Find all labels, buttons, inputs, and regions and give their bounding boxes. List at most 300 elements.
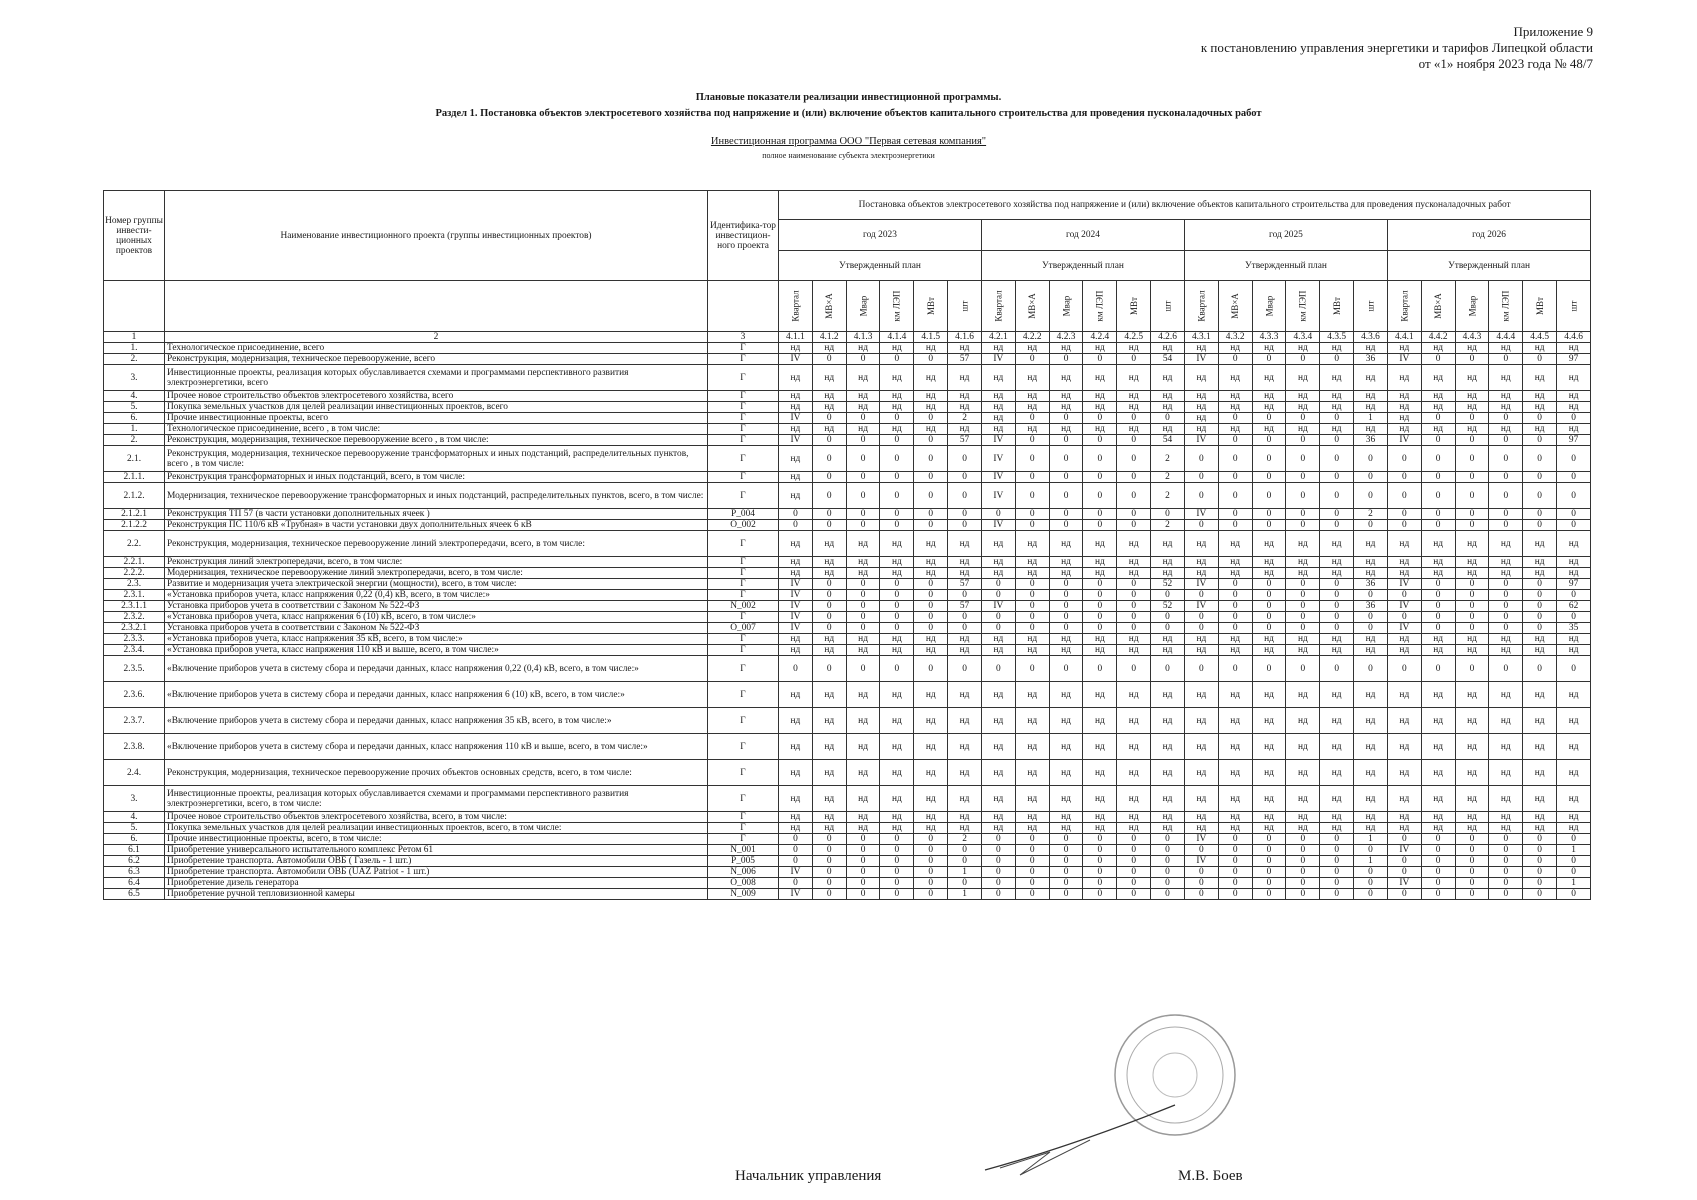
row-value: нд <box>1523 343 1557 354</box>
row-value: нд <box>812 391 846 402</box>
appendix-line3: от «1» ноября 2023 года № 48/7 <box>1418 56 1593 71</box>
row-value: 0 <box>1049 612 1083 623</box>
row-value: нд <box>1218 568 1252 579</box>
row-value: нд <box>948 391 982 402</box>
row-value: нд <box>948 812 982 823</box>
row-value: нд <box>1049 645 1083 656</box>
table-row <box>104 557 1591 568</box>
row-value: нд <box>1286 760 1320 786</box>
row-value: нд <box>1083 634 1117 645</box>
row-value: 0 <box>1015 867 1049 878</box>
row-value: нд <box>1252 812 1286 823</box>
column-index: 4.1.6 <box>948 332 982 343</box>
row-value: нд <box>1557 734 1591 760</box>
row-identifier: Г <box>708 634 779 645</box>
column-index: 4.3.6 <box>1354 332 1388 343</box>
row-value: 0 <box>779 878 813 889</box>
row-value: 0 <box>1523 867 1557 878</box>
row-value: нд <box>1049 391 1083 402</box>
row-value: 0 <box>914 845 948 856</box>
row-value: 0 <box>1015 579 1049 590</box>
signatory-position: Начальник управления <box>735 1168 882 1184</box>
row-name: Установка приборов учета в соответствии с Законом № 522-ФЗ <box>165 623 708 634</box>
row-number: 2.1.2.2 <box>104 520 165 531</box>
row-value: 0 <box>914 889 948 900</box>
row-value: 0 <box>1184 446 1218 472</box>
row-value: нд <box>1455 708 1489 734</box>
row-value: 0 <box>846 509 880 520</box>
row-value: нд <box>880 786 914 812</box>
row-identifier: N_002 <box>708 601 779 612</box>
row-value: 0 <box>1557 867 1591 878</box>
row-value: 0 <box>1083 834 1117 845</box>
row-identifier: Г <box>708 435 779 446</box>
row-value: нд <box>1117 391 1151 402</box>
row-value: 0 <box>1184 590 1218 601</box>
row-value: нд <box>914 343 948 354</box>
row-value: нд <box>1184 343 1218 354</box>
row-value: нд <box>1083 424 1117 435</box>
row-value: 0 <box>1455 483 1489 509</box>
row-value: 0 <box>880 472 914 483</box>
row-value: нд <box>1117 531 1151 557</box>
row-value: нд <box>1117 812 1151 823</box>
row-value: нд <box>1320 568 1354 579</box>
row-value: 0 <box>1117 413 1151 424</box>
row-value: нд <box>981 823 1015 834</box>
row-name: Реконструкция трансформаторных и иных подстанций, всего, в том числе: <box>165 472 708 483</box>
row-value: IV <box>1387 878 1421 889</box>
row-value: нд <box>948 634 982 645</box>
row-value: нд <box>981 424 1015 435</box>
row-value: 0 <box>1218 878 1252 889</box>
row-value: 2 <box>1151 520 1185 531</box>
row-value: 0 <box>914 601 948 612</box>
row-value: нд <box>981 402 1015 413</box>
row-value: нд <box>812 760 846 786</box>
row-value: нд <box>1083 760 1117 786</box>
row-value: нд <box>1286 786 1320 812</box>
row-value: нд <box>1421 402 1455 413</box>
row-name: Приобретение транспорта. Автомобили ОВБ ( Газель - 1 шт.) <box>165 856 708 867</box>
row-number: 4. <box>104 812 165 823</box>
header-id: Идентифика-тор инвестицион-ного проекта <box>708 191 779 281</box>
row-value: нд <box>846 786 880 812</box>
row-value: нд <box>1387 682 1421 708</box>
row-value: нд <box>1455 634 1489 645</box>
row-value: нд <box>812 568 846 579</box>
row-value: нд <box>1049 823 1083 834</box>
row-value: нд <box>1523 760 1557 786</box>
row-value: нд <box>1184 786 1218 812</box>
header-unit-label: Мвар <box>1466 295 1477 316</box>
row-value: 0 <box>1218 472 1252 483</box>
row-number: 2. <box>104 435 165 446</box>
row-value: 0 <box>1252 856 1286 867</box>
row-value: нд <box>1387 812 1421 823</box>
row-value: нд <box>1184 708 1218 734</box>
row-value: 0 <box>1489 834 1523 845</box>
row-value: нд <box>1421 424 1455 435</box>
row-value: 0 <box>846 889 880 900</box>
indicators-table <box>103 190 1591 900</box>
row-value: нд <box>1049 365 1083 391</box>
row-value: нд <box>981 812 1015 823</box>
row-value: нд <box>981 734 1015 760</box>
row-value: нд <box>1421 568 1455 579</box>
row-value: нд <box>1117 786 1151 812</box>
row-value: IV <box>1387 354 1421 365</box>
row-value: 0 <box>1049 856 1083 867</box>
row-value: 0 <box>880 612 914 623</box>
row-value: нд <box>880 708 914 734</box>
row-value: 0 <box>1049 472 1083 483</box>
row-value: 0 <box>1421 867 1455 878</box>
row-value: нд <box>948 760 982 786</box>
row-value: 0 <box>1354 845 1388 856</box>
header-unit-label: МВ×А <box>824 292 835 319</box>
row-value: 0 <box>1523 612 1557 623</box>
row-value: нд <box>1252 568 1286 579</box>
row-value: нд <box>1320 634 1354 645</box>
row-value: нд <box>1421 365 1455 391</box>
row-value: 0 <box>981 867 1015 878</box>
row-value: нд <box>846 823 880 834</box>
row-value: 0 <box>1489 878 1523 889</box>
table-row <box>104 590 1591 601</box>
row-value: 0 <box>1252 413 1286 424</box>
row-value: 97 <box>1557 354 1591 365</box>
row-value: нд <box>1015 568 1049 579</box>
row-value: 0 <box>1320 856 1354 867</box>
table-row <box>104 424 1591 435</box>
row-value: 0 <box>880 509 914 520</box>
row-value: нд <box>1557 568 1591 579</box>
row-value: 0 <box>1286 446 1320 472</box>
row-value: 0 <box>812 612 846 623</box>
row-value: нд <box>1523 424 1557 435</box>
row-name: Технологическое присоединение, всего <box>165 343 708 354</box>
row-value: нд <box>1354 708 1388 734</box>
row-value: нд <box>914 812 948 823</box>
column-index-row <box>104 332 1591 343</box>
row-value: нд <box>1252 634 1286 645</box>
column-index: 4.4.1 <box>1387 332 1421 343</box>
row-value: нд <box>1286 645 1320 656</box>
row-value: нд <box>1252 708 1286 734</box>
row-value: нд <box>948 734 982 760</box>
row-value: 2 <box>1151 483 1185 509</box>
row-value: 0 <box>1286 413 1320 424</box>
row-value: 0 <box>880 889 914 900</box>
header-unit <box>1320 281 1354 332</box>
row-name: Модернизация, техническое перевооружение трансформаторных и иных подстанций, распределительных пунктов, всего, в том числе: <box>165 483 708 509</box>
row-value: 0 <box>1557 413 1591 424</box>
row-value: 0 <box>914 435 948 446</box>
row-value: нд <box>1387 365 1421 391</box>
row-value: 0 <box>1151 612 1185 623</box>
row-value: нд <box>880 402 914 413</box>
row-identifier: Г <box>708 354 779 365</box>
row-value: 0 <box>1354 590 1388 601</box>
row-identifier: Г <box>708 343 779 354</box>
row-name: «Установка приборов учета, класс напряжения 110 кВ и выше, всего, в том числе:» <box>165 645 708 656</box>
row-number: 2.3.2.1 <box>104 623 165 634</box>
row-value: 0 <box>1455 590 1489 601</box>
header-unit-label: км ЛЭП <box>1094 290 1105 321</box>
row-value: 0 <box>1252 483 1286 509</box>
row-value: 0 <box>1184 878 1218 889</box>
row-value: 0 <box>1015 889 1049 900</box>
row-value: нд <box>1184 760 1218 786</box>
row-value: IV <box>779 623 813 634</box>
row-value: 0 <box>846 856 880 867</box>
row-value: нд <box>1049 682 1083 708</box>
row-number: 5. <box>104 402 165 413</box>
row-value: нд <box>1421 343 1455 354</box>
appendix-line2: к постановлению управления энергетики и тарифов Липецкой области <box>1200 40 1593 55</box>
row-value: 0 <box>1489 579 1523 590</box>
row-value: нд <box>1523 402 1557 413</box>
row-value: 0 <box>1489 435 1523 446</box>
row-value: нд <box>1523 734 1557 760</box>
row-value: 0 <box>1049 601 1083 612</box>
row-identifier: Г <box>708 612 779 623</box>
row-value: нд <box>1354 365 1388 391</box>
row-value: нд <box>1387 823 1421 834</box>
row-value: 0 <box>1083 867 1117 878</box>
row-value: нд <box>1252 531 1286 557</box>
row-value: нд <box>1354 402 1388 413</box>
header-unit-label: Квартал <box>1196 289 1207 322</box>
row-name: «Включение приборов учета в систему сбора и передачи данных, класс напряжения 6 (10) кВ, всего, в том числе:» <box>165 682 708 708</box>
header-unit <box>846 281 880 332</box>
row-value: 0 <box>812 590 846 601</box>
row-value: 0 <box>1083 878 1117 889</box>
row-value: нд <box>1083 645 1117 656</box>
row-value: нд <box>1523 391 1557 402</box>
row-value: нд <box>779 365 813 391</box>
row-value: 0 <box>846 845 880 856</box>
row-value: 0 <box>812 834 846 845</box>
row-value: 0 <box>1117 878 1151 889</box>
row-value: 0 <box>948 472 982 483</box>
row-value: 0 <box>1354 889 1388 900</box>
row-value: 0 <box>1354 612 1388 623</box>
row-value: 0 <box>1083 520 1117 531</box>
row-value: 0 <box>1421 889 1455 900</box>
row-value: IV <box>1184 601 1218 612</box>
row-value: 0 <box>812 483 846 509</box>
row-value: нд <box>1387 734 1421 760</box>
row-value: нд <box>812 734 846 760</box>
header-unit-label: км ЛЭП <box>1297 290 1308 321</box>
row-value: IV <box>981 520 1015 531</box>
row-value: 0 <box>1049 579 1083 590</box>
units-row <box>104 281 1591 332</box>
row-name: Реконструкция, модернизация, техническое перевооружение прочих объектов основных средств, всего, в том числе: <box>165 760 708 786</box>
table-row <box>104 579 1591 590</box>
row-value: 0 <box>779 856 813 867</box>
column-index: 3 <box>708 332 779 343</box>
row-value: нд <box>1083 682 1117 708</box>
table-row <box>104 446 1591 472</box>
row-value: 0 <box>1049 354 1083 365</box>
row-value: нд <box>1049 634 1083 645</box>
row-value: нд <box>1184 557 1218 568</box>
table-body <box>104 343 1591 900</box>
row-value: нд <box>1387 708 1421 734</box>
row-value: 0 <box>812 623 846 634</box>
row-value: 0 <box>1320 834 1354 845</box>
row-name: Реконструкция ТП 57 (в части установки дополнительных ячеек ) <box>165 509 708 520</box>
header-unit-label: Мвар <box>1061 295 1072 316</box>
row-value: нд <box>914 682 948 708</box>
row-value: 0 <box>880 446 914 472</box>
row-value: нд <box>779 343 813 354</box>
row-value: нд <box>880 557 914 568</box>
row-value: 0 <box>1354 656 1388 682</box>
row-value: нд <box>1049 402 1083 413</box>
row-value: 0 <box>1557 446 1591 472</box>
header-unit <box>1218 281 1252 332</box>
row-value: 0 <box>981 623 1015 634</box>
row-value: нд <box>1151 531 1185 557</box>
row-value: 0 <box>1523 520 1557 531</box>
header-year-2024: год 2024 <box>981 220 1184 251</box>
row-value: нд <box>880 343 914 354</box>
header-unit <box>1387 281 1421 332</box>
header-name: Наименование инвестиционного проекта (группы инвестиционных проектов) <box>165 191 708 281</box>
row-value: нд <box>948 823 982 834</box>
row-value: нд <box>1354 734 1388 760</box>
row-value: нд <box>812 682 846 708</box>
row-value: нд <box>1184 682 1218 708</box>
row-value: нд <box>1151 760 1185 786</box>
row-value: нд <box>1387 424 1421 435</box>
row-value: 0 <box>1117 579 1151 590</box>
row-value: 0 <box>1489 889 1523 900</box>
header-unit-label: МВт <box>1534 296 1545 315</box>
row-value: нд <box>1252 645 1286 656</box>
row-value: нд <box>914 634 948 645</box>
header-blank <box>165 281 708 332</box>
row-identifier: Г <box>708 708 779 734</box>
row-value: 0 <box>1117 612 1151 623</box>
row-value: IV <box>1184 834 1218 845</box>
row-value: нд <box>1489 343 1523 354</box>
row-value: нд <box>812 634 846 645</box>
row-value: 0 <box>1320 601 1354 612</box>
header-year-2023: год 2023 <box>779 220 982 251</box>
table-row <box>104 623 1591 634</box>
row-value: 0 <box>1354 623 1388 634</box>
row-value: 0 <box>1218 520 1252 531</box>
row-value: нд <box>1523 682 1557 708</box>
row-value: 0 <box>1117 472 1151 483</box>
table-row <box>104 343 1591 354</box>
row-value: нд <box>880 760 914 786</box>
row-identifier: O_008 <box>708 878 779 889</box>
row-number: 4. <box>104 391 165 402</box>
row-value: IV <box>981 483 1015 509</box>
row-value: 0 <box>1523 446 1557 472</box>
row-value: 0 <box>812 520 846 531</box>
row-value: нд <box>1083 823 1117 834</box>
row-value: нд <box>1320 812 1354 823</box>
row-value: нд <box>1151 734 1185 760</box>
row-value: 57 <box>948 435 982 446</box>
column-index: 4.3.5 <box>1320 332 1354 343</box>
row-value: нд <box>1455 557 1489 568</box>
row-value: нд <box>1015 760 1049 786</box>
row-value: нд <box>1557 391 1591 402</box>
row-value: нд <box>812 365 846 391</box>
row-value: нд <box>1049 343 1083 354</box>
row-number: 2.3.1.1 <box>104 601 165 612</box>
row-value: 62 <box>1557 601 1591 612</box>
row-value: нд <box>1320 424 1354 435</box>
row-value: 0 <box>1218 446 1252 472</box>
row-value: 36 <box>1354 435 1388 446</box>
column-index: 4.1.4 <box>880 332 914 343</box>
row-value: 0 <box>1151 509 1185 520</box>
program-name: Инвестиционная программа ООО "Первая сетевая компания" <box>710 136 987 147</box>
row-number: 6.1 <box>104 845 165 856</box>
row-value: нд <box>1151 823 1185 834</box>
row-value: 0 <box>1320 435 1354 446</box>
row-value: нд <box>1557 823 1591 834</box>
row-value: 0 <box>1557 612 1591 623</box>
row-value: 0 <box>1455 856 1489 867</box>
row-value: 0 <box>914 509 948 520</box>
row-value: 0 <box>846 446 880 472</box>
row-value: нд <box>1083 365 1117 391</box>
row-value: нд <box>779 812 813 823</box>
row-value: нд <box>1557 760 1591 786</box>
row-value: 0 <box>1049 483 1083 509</box>
row-value: 0 <box>812 446 846 472</box>
row-value: нд <box>1184 645 1218 656</box>
row-identifier: Г <box>708 734 779 760</box>
row-value: 0 <box>981 656 1015 682</box>
row-value: 1 <box>948 867 982 878</box>
row-value: 0 <box>1252 834 1286 845</box>
row-value: 0 <box>1184 656 1218 682</box>
row-value: нд <box>948 557 982 568</box>
row-name: Прочее новое строительство объектов электросетевого хозяйства, всего <box>165 391 708 402</box>
row-value: 0 <box>1117 354 1151 365</box>
row-value: нд <box>1320 343 1354 354</box>
row-value: нд <box>880 391 914 402</box>
row-value: 0 <box>1117 509 1151 520</box>
row-value: 0 <box>846 590 880 601</box>
row-value: нд <box>1557 682 1591 708</box>
row-name: Приобретение универсального испытательного комплекс Ретом 61 <box>165 845 708 856</box>
row-value: 0 <box>1252 878 1286 889</box>
row-value: нд <box>1015 424 1049 435</box>
row-name: «Установка приборов учета, класс напряжения 35 кВ, всего, в том числе:» <box>165 634 708 645</box>
column-index: 4.4.6 <box>1557 332 1591 343</box>
row-value: нд <box>1286 823 1320 834</box>
row-value: 0 <box>1117 446 1151 472</box>
row-value: нд <box>812 343 846 354</box>
row-value: нд <box>1557 557 1591 568</box>
row-value: нд <box>1252 760 1286 786</box>
row-value: 0 <box>1151 590 1185 601</box>
row-value: 0 <box>914 446 948 472</box>
row-value: нд <box>1387 786 1421 812</box>
